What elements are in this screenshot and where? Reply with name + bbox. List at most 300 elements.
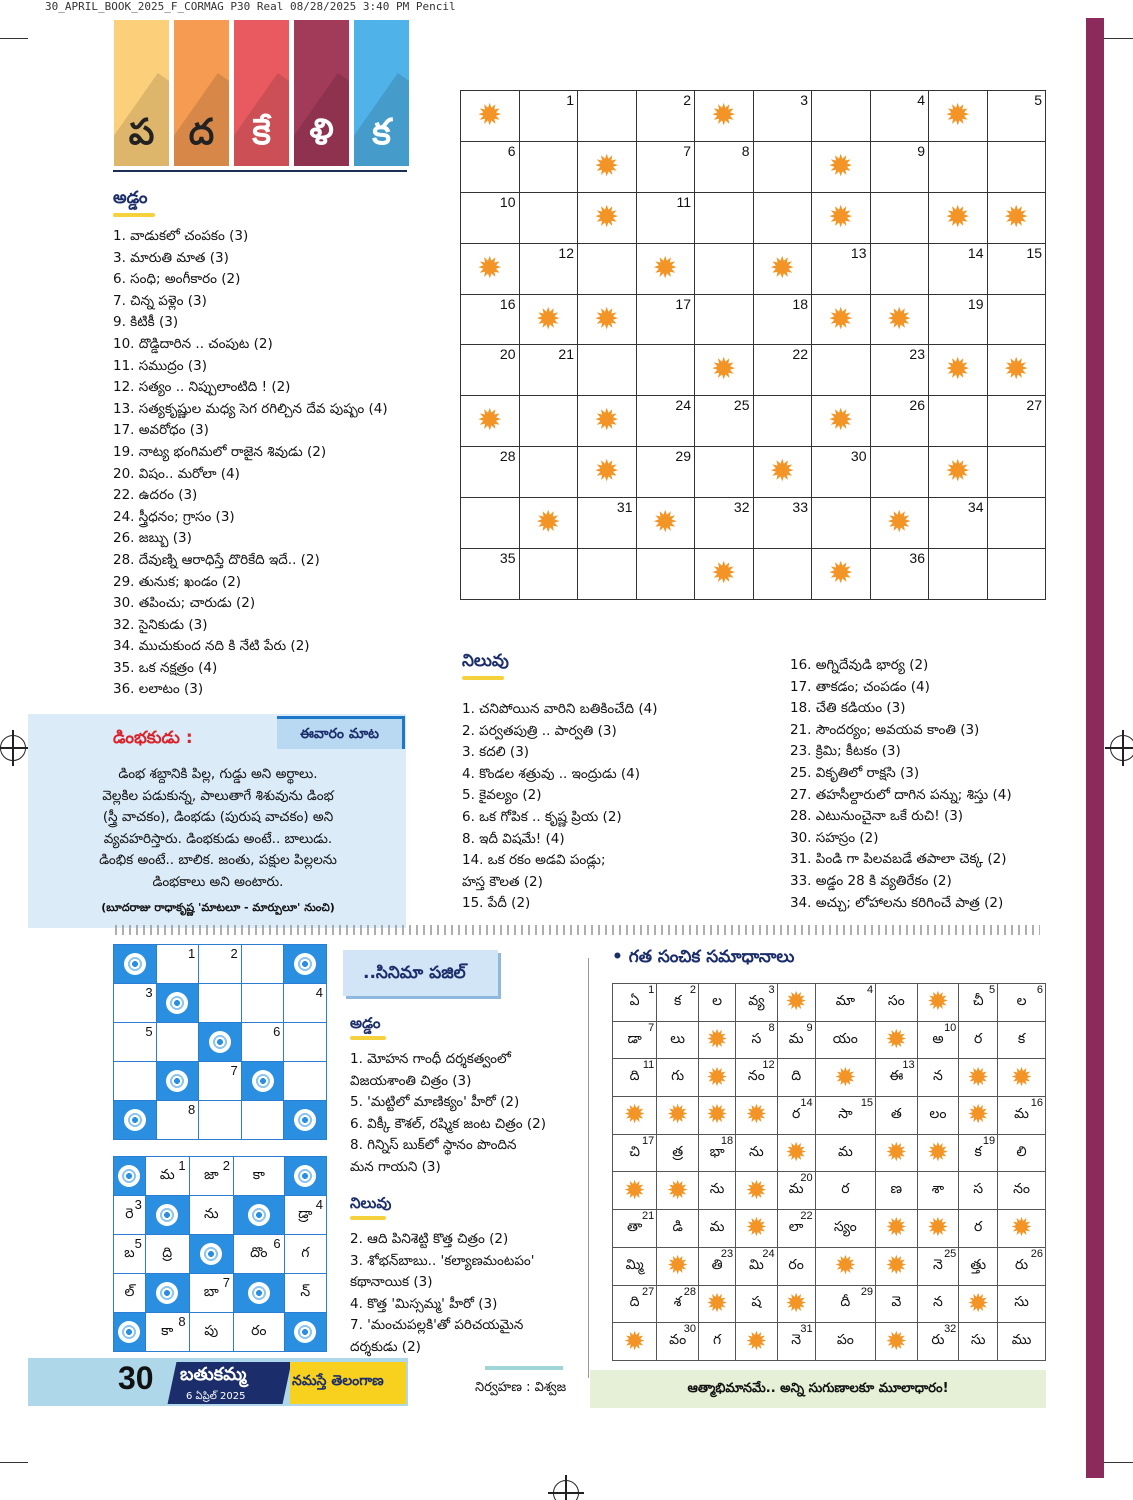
- solution-cell: [777, 1247, 815, 1285]
- flower-icon: [294, 953, 316, 975]
- clue-item: కథానాయిక (3): [350, 1274, 433, 1291]
- grid-cell[interactable]: [987, 294, 1046, 345]
- cell-letter: వ్య: [748, 992, 765, 1009]
- puzzle-cell: [233, 1274, 284, 1313]
- grid-cell[interactable]: [753, 345, 812, 396]
- solution-cell: [876, 984, 918, 1022]
- grid-cell[interactable]: [753, 141, 812, 192]
- clue-item: 6. సంధి; అంగీకారం (2): [113, 271, 241, 288]
- solution-cell: [959, 984, 998, 1022]
- grid-cell[interactable]: [870, 549, 929, 600]
- grid-cell[interactable]: [636, 192, 695, 243]
- clue-item: 20. విషం.. మరోలా (4): [113, 465, 240, 482]
- puzzle-cell[interactable]: [156, 1101, 199, 1140]
- clue-item: 16. అగ్నిదేవుడి భార్య (2): [790, 657, 929, 673]
- puzzle-cell: [114, 1274, 146, 1313]
- star-icon: ✹: [745, 1175, 768, 1206]
- solution-cell: [736, 984, 778, 1022]
- clue-item: 6. విక్కీ కౌశల్, రష్మిక జంట చిత్రం (2): [350, 1115, 546, 1132]
- grid-cell[interactable]: [636, 447, 695, 498]
- cell-letter: ర: [974, 1030, 983, 1047]
- cell-letter: భా: [709, 1143, 725, 1160]
- grid-cell[interactable]: [519, 549, 578, 600]
- clue-number: 30: [850, 448, 867, 465]
- puzzle-cell[interactable]: [156, 1023, 199, 1062]
- grid-cell: [929, 192, 988, 243]
- word-of-week-title: డింభకుడు :: [113, 728, 193, 748]
- grid-cell[interactable]: [578, 498, 637, 549]
- grid-cell: [812, 549, 871, 600]
- clue-item: దర్శకుడు (2): [350, 1338, 421, 1355]
- puzzle-cell: [114, 1313, 146, 1352]
- clue-number: 11: [642, 1059, 655, 1072]
- cell-letter: గ: [301, 1244, 310, 1261]
- grid-cell[interactable]: [929, 498, 988, 549]
- star-icon: ✹: [828, 301, 854, 337]
- crop-mark: [0, 38, 28, 39]
- solution-cell: [699, 1059, 736, 1097]
- puzzle-credit: నిర్వహణ : విశ్వజ: [475, 1380, 567, 1395]
- grid-cell[interactable]: [578, 549, 637, 600]
- grid-cell[interactable]: [987, 549, 1046, 600]
- grid-cell: [870, 498, 929, 549]
- crossword-grid[interactable]: [460, 90, 1046, 600]
- clue-number: 7: [683, 142, 691, 159]
- solution-cell: [876, 1323, 918, 1361]
- puzzle-cell: [114, 1235, 146, 1274]
- solution-cell: [736, 1285, 778, 1323]
- clue-item: 24. స్త్రీధనం; గ్రాసం (3): [113, 508, 235, 525]
- clue-item: 2. పర్వతపుత్రి .. పార్వతి (3): [462, 722, 617, 739]
- star-icon: ✹: [652, 250, 678, 286]
- star-icon: ✹: [652, 505, 678, 541]
- grid-cell[interactable]: [461, 549, 520, 600]
- clue-item: 30. సహస్రం (2): [790, 829, 879, 846]
- grid-cell[interactable]: [987, 243, 1046, 294]
- puzzle-cell[interactable]: [284, 1062, 327, 1101]
- registration-mark-icon: [553, 1480, 579, 1500]
- puzzle-cell[interactable]: [114, 984, 157, 1023]
- clue-number: 20: [499, 346, 516, 363]
- star-icon: ✹: [745, 1326, 768, 1357]
- solution-cell: [959, 1247, 998, 1285]
- grid-cell[interactable]: [695, 192, 754, 243]
- flower-icon: [200, 1243, 222, 1265]
- cell-letter: శా: [931, 1181, 945, 1198]
- flower-icon: [294, 1165, 316, 1187]
- grid-cell[interactable]: [695, 141, 754, 192]
- solution-cell: [815, 1323, 875, 1361]
- grid-cell[interactable]: [929, 549, 988, 600]
- grid-cell[interactable]: [461, 447, 520, 498]
- grid-cell: [929, 91, 988, 142]
- cell-letter: మ: [788, 1181, 804, 1198]
- solution-cell: [998, 1285, 1046, 1323]
- cell-letter: డా: [627, 1030, 642, 1047]
- grid-cell[interactable]: [636, 294, 695, 345]
- grid-cell[interactable]: [695, 294, 754, 345]
- credit-underline: [485, 1366, 563, 1370]
- newspaper-name: నమస్తే తెలంగాణ: [292, 1373, 384, 1389]
- grid-cell[interactable]: [519, 447, 578, 498]
- grid-cell[interactable]: [519, 345, 578, 396]
- clue-number: 7: [230, 1063, 238, 1078]
- cell-letter: క: [673, 992, 682, 1009]
- solution-cell: [876, 1210, 918, 1248]
- clue-number: 2: [683, 92, 691, 108]
- clue-number: 13: [850, 244, 867, 261]
- solution-cell: [959, 1210, 998, 1248]
- clue-number: 8: [768, 1021, 775, 1034]
- solution-cell: [777, 1210, 815, 1248]
- flower-icon: [252, 1070, 274, 1092]
- grid-cell: [519, 294, 578, 345]
- grid-cell[interactable]: [987, 91, 1046, 142]
- clue-item: 21. సౌందర్యం; అవయవ కాంతి (3): [790, 721, 980, 738]
- cell-letter: మ: [709, 1218, 725, 1235]
- solution-cell: [777, 1059, 815, 1097]
- puzzle-cell: [284, 1101, 327, 1140]
- star-icon: ✹: [834, 1062, 857, 1093]
- cell-letter: బా: [203, 1283, 219, 1300]
- puzzle-cell[interactable]: [199, 1101, 242, 1140]
- solution-cell: [876, 1285, 918, 1323]
- star-icon: ✹: [785, 987, 808, 1018]
- solution-cell: [959, 1021, 998, 1059]
- solution-cell: [815, 1210, 875, 1248]
- solution-cell: [815, 1247, 875, 1285]
- grid-cell[interactable]: [870, 243, 929, 294]
- clue-number: 15: [860, 1097, 874, 1110]
- star-icon: ✹: [535, 301, 561, 337]
- star-icon: ✹: [666, 1251, 689, 1282]
- grid-cell[interactable]: [519, 396, 578, 447]
- grid-cell: [578, 396, 637, 447]
- solution-cell: [777, 984, 815, 1022]
- title-underline: [113, 170, 407, 172]
- puzzle-cell[interactable]: [284, 984, 327, 1023]
- grid-cell[interactable]: [636, 141, 695, 192]
- grid-cell[interactable]: [987, 447, 1046, 498]
- solution-cell: [777, 1097, 815, 1135]
- grid-cell[interactable]: [870, 447, 929, 498]
- clue-item: 23. క్రిమి; కీటకం (3): [790, 743, 901, 760]
- solution-cell: [736, 1097, 778, 1135]
- puzzle-cell[interactable]: [114, 1023, 157, 1062]
- cell-letter: నె: [933, 1256, 943, 1273]
- star-icon: ✹: [745, 1100, 768, 1131]
- grid-cell[interactable]: [870, 345, 929, 396]
- grid-cell[interactable]: [929, 141, 988, 192]
- grid-cell[interactable]: [870, 141, 929, 192]
- clue-item: 33. అడ్డం 28 కి వ్యతిరేకం (2): [790, 872, 952, 889]
- grid-cell[interactable]: [812, 498, 871, 549]
- star-icon: ✹: [945, 454, 971, 490]
- clue-number: 16: [1030, 1097, 1043, 1110]
- word-of-week-tag: ఈవారం మాట: [277, 716, 405, 749]
- star-icon: ✹: [706, 1025, 728, 1056]
- clue-item: 18. చేతి కడియం (3): [790, 700, 906, 717]
- puzzle-cell: [145, 1196, 189, 1235]
- clue-number: 22: [800, 1210, 813, 1223]
- solution-cell: [736, 1021, 778, 1059]
- puzzle-cell[interactable]: [156, 945, 199, 984]
- clue-number: 22: [792, 346, 808, 363]
- cell-letter: ఏ: [629, 992, 640, 1009]
- cell-letter: కా: [252, 1166, 265, 1183]
- puzzle-cell[interactable]: [241, 984, 284, 1023]
- cell-letter: కా: [161, 1322, 174, 1339]
- solution-cell: [699, 1323, 736, 1361]
- puzzle-cell[interactable]: [199, 984, 242, 1023]
- flower-icon: [166, 1070, 188, 1092]
- solution-cell: [613, 1210, 657, 1248]
- across-heading: అడ్డం: [113, 188, 148, 208]
- puzzle-cell[interactable]: [284, 1023, 327, 1062]
- solution-cell: [917, 1210, 959, 1248]
- grid-cell[interactable]: [636, 345, 695, 396]
- clue-number: 3: [768, 984, 775, 996]
- grid-cell[interactable]: [753, 91, 812, 142]
- cell-letter: ణ: [890, 1181, 903, 1198]
- right-color-bar: [1086, 18, 1104, 1478]
- flower-icon: [118, 1165, 140, 1187]
- cinema-down-heading: నిలువు: [350, 1194, 392, 1212]
- puzzle-cell: [233, 1235, 284, 1274]
- cell-letter: మ: [788, 1030, 804, 1047]
- grid-cell[interactable]: [461, 345, 520, 396]
- grid-cell[interactable]: [695, 498, 754, 549]
- solution-cell: [815, 1097, 875, 1135]
- cell-letter: సం: [887, 992, 905, 1009]
- word-of-week-body: [40, 764, 396, 894]
- grid-cell[interactable]: [519, 192, 578, 243]
- cell-letter: గు: [671, 1068, 685, 1085]
- cell-letter: ది: [791, 1068, 802, 1085]
- grid-cell[interactable]: [519, 141, 578, 192]
- grid-cell: [987, 192, 1046, 243]
- solution-cell: [998, 1059, 1046, 1097]
- grid-cell[interactable]: [519, 243, 578, 294]
- clue-number: 25: [944, 1247, 957, 1260]
- solution-cell: [699, 1021, 736, 1059]
- clue-number: 7: [222, 1275, 230, 1290]
- grid-cell[interactable]: [695, 447, 754, 498]
- cell-letter: జా: [203, 1166, 219, 1183]
- clue-number: 1: [187, 946, 196, 961]
- clue-number: 26: [909, 397, 925, 414]
- grid-cell[interactable]: [812, 91, 871, 142]
- cinema-down-clues: [350, 1229, 534, 1359]
- grid-cell: [578, 141, 637, 192]
- title-letter: ప: [128, 112, 155, 153]
- puzzle-cell: [241, 1062, 284, 1101]
- clue-number: 27: [641, 1285, 655, 1298]
- puzzle-cell[interactable]: [241, 1023, 284, 1062]
- clue-number: 6: [507, 142, 516, 159]
- solution-cell: [657, 984, 699, 1022]
- grid-cell[interactable]: [636, 396, 695, 447]
- clue-number: 28: [683, 1285, 697, 1298]
- grid-cell[interactable]: [812, 243, 871, 294]
- grid-cell: [578, 192, 637, 243]
- grid-cell[interactable]: [987, 396, 1046, 447]
- cell-letter: స: [973, 1181, 984, 1198]
- grid-cell[interactable]: [461, 141, 520, 192]
- solution-cell: [777, 1134, 815, 1172]
- clue-number: 13: [902, 1059, 915, 1072]
- grid-cell[interactable]: [578, 345, 637, 396]
- quote-bar: ఆత్మాభిమానమే.. అన్ని సుగుణాలకూ మూలాధారం!: [590, 1370, 1046, 1408]
- puzzle-cell: [189, 1313, 233, 1352]
- clue-number: 10: [499, 193, 516, 210]
- clue-item: 34. అచ్చు; లోహాలను కరిగించే పాత్ర (2): [790, 894, 1004, 911]
- star-icon: ✹: [885, 1251, 908, 1282]
- clue-number: 8: [178, 1314, 186, 1329]
- solution-cell: [917, 1285, 959, 1323]
- cell-letter: మ్మి: [625, 1256, 644, 1273]
- grid-cell[interactable]: [636, 91, 695, 142]
- solution-cell: [998, 1172, 1046, 1210]
- cell-letter: ము: [1011, 1332, 1032, 1349]
- grid-cell[interactable]: [461, 498, 520, 549]
- puzzle-cell: [189, 1235, 233, 1274]
- cell-letter: ది: [629, 1068, 640, 1085]
- clue-number: 4: [315, 1197, 323, 1212]
- clue-number: 12: [762, 1059, 775, 1072]
- clue-item: 1. వాడుకలో చంపకం (3): [113, 228, 249, 244]
- solution-cell: [736, 1247, 778, 1285]
- solution-cell: [699, 1134, 736, 1172]
- grid-cell[interactable]: [461, 192, 520, 243]
- grid-cell[interactable]: [753, 192, 812, 243]
- grid-cell[interactable]: [753, 294, 812, 345]
- solution-cell: [613, 1172, 657, 1210]
- solution-cell: [876, 1134, 918, 1172]
- solution-cell: [657, 1059, 699, 1097]
- grid-cell[interactable]: [929, 294, 988, 345]
- grid-cell[interactable]: [870, 91, 929, 142]
- solution-cell: [657, 1210, 699, 1248]
- grid-cell[interactable]: [753, 549, 812, 600]
- star-icon: ✹: [711, 352, 737, 388]
- clue-number: 6: [273, 1236, 281, 1251]
- flower-icon: [156, 1204, 178, 1226]
- puzzle-cell[interactable]: [241, 1101, 284, 1140]
- cell-letter: లు: [670, 1030, 686, 1047]
- grid-cell: [812, 192, 871, 243]
- cell-letter: చీ: [972, 992, 984, 1009]
- star-icon: ✹: [594, 403, 620, 439]
- grid-cell[interactable]: [753, 396, 812, 447]
- clue-number: 1: [566, 92, 574, 108]
- clue-number: 4: [315, 985, 323, 1000]
- clue-item: 28. దేవుణ్ని ఆరాధిస్తే దొరికేది ఇదే.. (2): [113, 551, 320, 568]
- cell-letter: ల: [1016, 992, 1027, 1009]
- grid-cell[interactable]: [578, 243, 637, 294]
- solution-cell: [699, 1247, 736, 1285]
- clue-item: 27. తహసీల్దారులో దాగిన పన్ను; శిస్తు (4): [790, 786, 1012, 803]
- clue-item: విజయశాంతి చిత్రం (3): [350, 1072, 472, 1089]
- solution-cell: [876, 1097, 918, 1135]
- grid-cell[interactable]: [519, 91, 578, 142]
- clue-item: 26. జబ్బు (3): [113, 530, 192, 547]
- grid-cell[interactable]: [870, 396, 929, 447]
- clue-number: 5: [1034, 92, 1042, 108]
- cell-letter: పు: [204, 1322, 219, 1339]
- cinema-puzzle-grid[interactable]: [113, 944, 327, 1140]
- grid-cell[interactable]: [929, 243, 988, 294]
- clue-number: 27: [1026, 397, 1042, 414]
- cell-letter: త: [890, 1105, 902, 1122]
- grid-cell[interactable]: [753, 498, 812, 549]
- grid-cell[interactable]: [987, 498, 1046, 549]
- cell-letter: రు: [931, 1332, 945, 1349]
- clue-item: డింభిక అంటే.. బాలిక. జంతు, పక్షుల పిల్లలను: [99, 852, 337, 869]
- grid-cell[interactable]: [812, 345, 871, 396]
- solution-cell: [917, 1021, 959, 1059]
- cell-letter: మి: [748, 1256, 764, 1273]
- solution-cell: [917, 1323, 959, 1361]
- grid-cell[interactable]: [987, 141, 1046, 192]
- grid-cell[interactable]: [636, 549, 695, 600]
- solution-cell: [959, 1097, 998, 1135]
- star-icon: ✹: [623, 1100, 646, 1131]
- solution-cell: [815, 1134, 875, 1172]
- clue-item: 9. కిటికీ (3): [113, 314, 179, 331]
- heading-underline: [113, 213, 155, 217]
- clue-item: 14. ఒక రకం అడవి పండ్లు;: [462, 852, 606, 869]
- grid-cell: [519, 498, 578, 549]
- clue-number: 3: [145, 985, 153, 1000]
- clue-number: 18: [720, 1134, 734, 1147]
- puzzle-cell[interactable]: [199, 945, 242, 984]
- solution-cell: [736, 1172, 778, 1210]
- grid-cell[interactable]: [812, 447, 871, 498]
- clue-item: 10. దొడ్డిదారిన .. చంపుట (2): [113, 335, 273, 352]
- cell-letter: న: [933, 1068, 943, 1085]
- clue-item: 4. కొండల శత్రువు .. ఇంద్రుడు (4): [462, 765, 641, 782]
- grid-cell[interactable]: [929, 396, 988, 447]
- star-icon: ✹: [594, 148, 620, 184]
- clue-number: 28: [499, 448, 516, 465]
- solution-cell: [613, 1323, 657, 1361]
- clue-number: 8: [741, 142, 750, 159]
- grid-cell[interactable]: [578, 91, 637, 142]
- grid-cell[interactable]: [695, 243, 754, 294]
- clue-item: 34. ముచుకుంద నది కి నేటి పేరు (2): [113, 638, 310, 655]
- clue-number: 4: [917, 92, 925, 108]
- solution-cell: [777, 1285, 815, 1323]
- solution-cell: [959, 1059, 998, 1097]
- puzzle-cell[interactable]: [241, 945, 284, 984]
- clue-item: 12. సత్యం .. నిప్పులాంటిది ! (2): [113, 379, 291, 396]
- grid-cell[interactable]: [870, 192, 929, 243]
- flower-icon: [124, 953, 146, 975]
- puzzle-cell[interactable]: [199, 1062, 242, 1101]
- grid-cell[interactable]: [461, 294, 520, 345]
- cell-letter: మ: [1014, 1105, 1029, 1122]
- grid-cell[interactable]: [695, 396, 754, 447]
- clue-item: 19. నాట్య భంగిమలో రాజైన శివుడు (2): [113, 443, 327, 460]
- cell-letter: మా: [835, 992, 855, 1009]
- cell-letter: స్యం: [833, 1218, 857, 1235]
- puzzle-cell[interactable]: [114, 1062, 157, 1101]
- clue-number: 3: [800, 92, 808, 108]
- solution-cell: [917, 1172, 959, 1210]
- star-icon: ✹: [769, 250, 795, 286]
- page-number: 30: [118, 1360, 154, 1396]
